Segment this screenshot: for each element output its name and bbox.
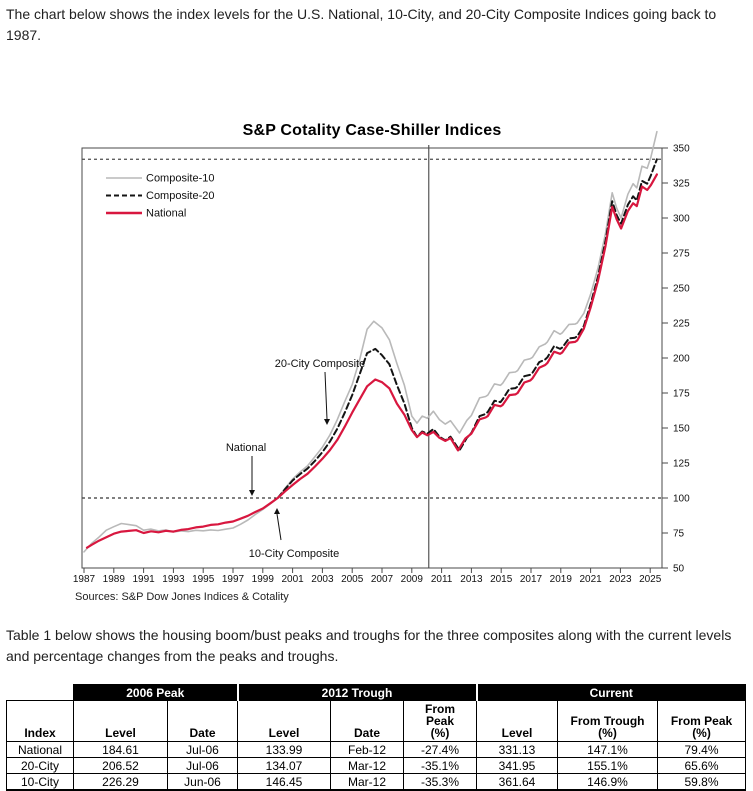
x-axis-tick-label: 1995 — [192, 574, 215, 585]
x-axis-tick-label: 2023 — [609, 574, 632, 585]
y-axis-tick-label: 200 — [673, 353, 690, 365]
y-axis-tick-label: 150 — [673, 423, 690, 435]
annotation-arrow-line — [325, 372, 327, 419]
annotation-label: National — [225, 442, 267, 454]
table-cell: 226.29 — [74, 774, 168, 791]
y-axis-tick-label: 75 — [673, 528, 685, 540]
table-cell: Jul-06 — [168, 758, 238, 774]
x-axis-tick-label: 1993 — [162, 574, 185, 585]
legend-label: Composite-20 — [146, 190, 215, 202]
table-cell: 146.9% — [558, 774, 658, 791]
x-axis-tick-label: 1989 — [102, 574, 125, 585]
group-header-cell: 2012 Trough — [238, 685, 477, 701]
legend-label: National — [146, 207, 187, 220]
annotation-arrow-head — [274, 508, 280, 514]
table-cell: -35.1% — [404, 758, 477, 774]
annotation-arrow-head — [249, 490, 255, 496]
table-cell: 361.64 — [477, 774, 558, 791]
y-axis-tick-label: 50 — [673, 563, 685, 575]
table-cell: Jul-06 — [168, 742, 238, 758]
annotation-label: 20-City Composite — [274, 358, 366, 370]
x-axis-tick-label: 2021 — [579, 574, 602, 585]
row-label-cell: 20-City — [7, 758, 74, 774]
y-axis-tick-label: 225 — [673, 318, 690, 330]
table-cell: 65.6% — [658, 758, 746, 774]
table-cell: 79.4% — [658, 742, 746, 758]
y-axis-tick-label: 175 — [673, 388, 690, 400]
x-axis-tick-label: 1991 — [132, 574, 155, 585]
series-line-composite-20 — [278, 159, 657, 498]
table-cell: 331.13 — [477, 742, 558, 758]
table-cell: Feb-12 — [331, 742, 404, 758]
table-row — [7, 742, 746, 758]
table-row — [7, 758, 746, 774]
table-cell: 59.8% — [658, 774, 746, 791]
table-cell: 133.99 — [238, 742, 331, 758]
table-corner-cell — [7, 685, 74, 701]
annotation-arrow-line — [277, 514, 281, 540]
column-header-cell: From Trough (%) — [558, 701, 658, 742]
row-label-cell: National — [7, 742, 74, 758]
table-cell: 155.1% — [558, 758, 658, 774]
table-cell: 134.07 — [238, 758, 331, 774]
x-axis-tick-label: 1987 — [72, 574, 96, 585]
x-axis-tick-label: 2015 — [490, 574, 513, 585]
column-header-cell: Level — [477, 701, 558, 742]
row-label-cell: 10-City — [7, 774, 74, 791]
x-axis-tick-label: 2019 — [549, 574, 572, 585]
table-cell: 341.95 — [477, 758, 558, 774]
y-axis-tick-label: 125 — [673, 458, 690, 470]
table-cell: 206.52 — [74, 758, 168, 774]
chart-title: S&P Cotality Case-Shiller Indices — [242, 122, 502, 139]
column-header-cell: Date — [331, 701, 404, 742]
table-intro-paragraph: Table 1 below shows the housing boom/bust peaks and troughs for the three composites along with the current levels and percentage changes from the peaks and troughs. — [6, 627, 732, 664]
x-axis-tick-label: 2001 — [281, 574, 304, 585]
column-header-cell: Level — [74, 701, 168, 742]
table-1 — [6, 684, 746, 791]
x-axis-tick-label: 2017 — [519, 574, 543, 585]
group-header-cell: Current — [477, 685, 746, 701]
x-axis-tick-label: 2013 — [460, 574, 483, 585]
table-cell: -27.4% — [404, 742, 477, 758]
y-axis-tick-label: 350 — [673, 143, 690, 155]
x-axis-tick-label: 2005 — [341, 574, 364, 585]
x-axis-tick-label: 2003 — [311, 574, 334, 585]
x-axis-tick-label: 2011 — [430, 574, 453, 585]
table-cell: 146.45 — [238, 774, 331, 791]
annotation-arrow-head — [324, 419, 330, 425]
annotation-label: 10-City Composite — [248, 548, 340, 560]
x-axis-tick-label: 2009 — [400, 574, 423, 585]
x-axis-tick-label: 2007 — [370, 574, 394, 585]
group-header-cell: 2006 Peak — [74, 685, 238, 701]
column-header-cell: From Peak (%) — [404, 701, 477, 742]
y-axis-tick-label: 325 — [673, 178, 690, 190]
table-cell: Mar-12 — [331, 758, 404, 774]
table-cell: Jun-06 — [168, 774, 238, 791]
y-axis-tick-label: 100 — [673, 493, 690, 505]
series-line-national — [87, 174, 657, 547]
y-axis-tick-label: 275 — [673, 248, 690, 260]
chart-sources: Sources: S&P Dow Jones Indices & Cotality — [75, 591, 289, 603]
column-header-cell: Index — [7, 701, 74, 742]
column-header-cell: Date — [168, 701, 238, 742]
x-axis-tick-label: 1997 — [221, 574, 245, 585]
x-axis-tick-label: 2025 — [639, 574, 662, 585]
x-axis-tick-label: 1999 — [251, 574, 274, 585]
y-axis-tick-label: 250 — [673, 283, 690, 295]
column-header-cell: Level — [238, 701, 331, 742]
table-cell: -35.3% — [404, 774, 477, 791]
table-cell: 184.61 — [74, 742, 168, 758]
table-row — [7, 774, 746, 791]
column-header-cell: From Peak (%) — [658, 701, 746, 742]
intro-paragraph: The chart below shows the index levels for the U.S. National, 10-City, and 20-City Composite Indices going back to 1987. — [6, 6, 717, 43]
case-shiller-chart — [0, 115, 753, 615]
y-axis-tick-label: 300 — [673, 213, 690, 225]
table-cell: Mar-12 — [331, 774, 404, 791]
table-group-header-row — [7, 685, 746, 701]
table-cell: 147.1% — [558, 742, 658, 758]
legend-label: Composite-10 — [146, 172, 215, 185]
table-column-header-row — [7, 701, 746, 742]
